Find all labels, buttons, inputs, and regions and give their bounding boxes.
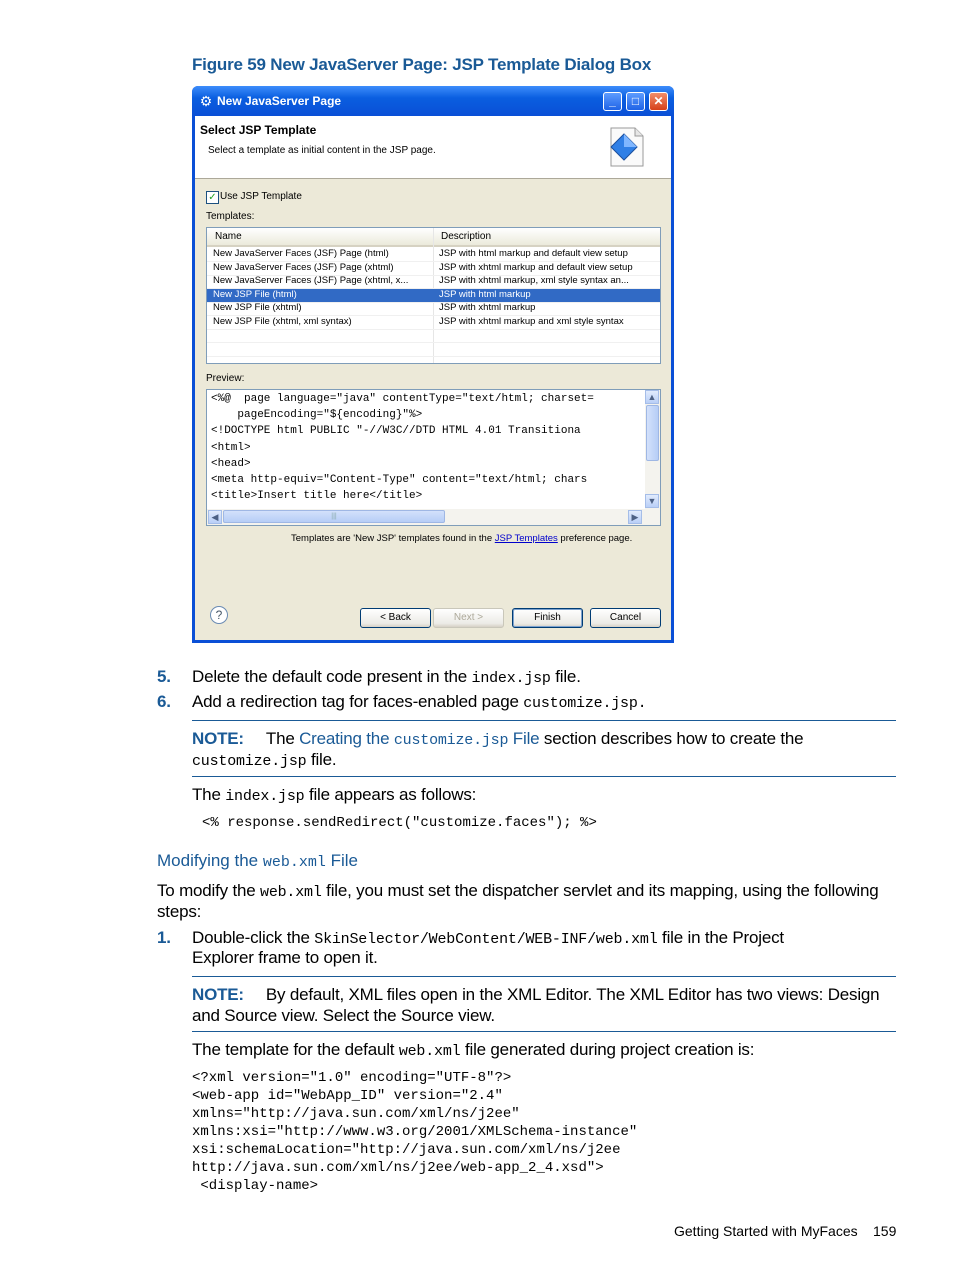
step-text: Add a redirection tag for faces-enabled page customize.jsp. [192, 692, 647, 712]
note-text-line2: customize.jsp file. [192, 750, 337, 770]
table-row[interactable]: New JavaServer Faces (JSF) Page (xhtml, x... JSP with xhtml markup, xml style syntax an... [207, 275, 660, 289]
preview-label: Preview: [206, 373, 245, 384]
template-intro: The template for the default web.xml file generated during project creation is: [192, 1040, 755, 1060]
preview-line: <head> [211, 458, 251, 470]
scroll-down-icon[interactable]: ▼ [645, 494, 659, 508]
preview-line: pageEncoding="${encoding}"%> [211, 409, 423, 421]
note-rule-top [192, 976, 896, 977]
preview-line: <html> [211, 442, 251, 454]
note-text: NOTE: By default, XML files open in the XML Editor. The XML Editor has two views: Design [192, 985, 880, 1004]
step-number: 6. [157, 692, 171, 711]
maximize-button[interactable]: □ [626, 92, 645, 111]
creating-customize-link[interactable]: Creating the customize.jsp File [299, 729, 540, 749]
column-header-description[interactable]: Description [441, 231, 492, 242]
finish-button[interactable]: Finish [512, 608, 583, 628]
templates-label: Templates: [206, 211, 255, 222]
table-row-empty [207, 343, 660, 357]
table-row-selected[interactable]: New JSP File (html) JSP with html markup [207, 289, 660, 303]
page-number: 159 [873, 1223, 897, 1239]
dialog-title: New JavaServer Page [217, 94, 342, 108]
section-heading: Modifying the web.xml File [157, 851, 358, 871]
header-description: Select a template as initial content in the JSP page. [208, 145, 436, 156]
preview-horizontal-scrollbar[interactable] [207, 509, 660, 525]
jsp-wizard-icon [607, 126, 645, 168]
preferences-note: Templates are 'New JSP' templates found in the JSP Templates preference page. [291, 533, 633, 544]
note-text-line2: and Source view. Select the Source view. [192, 1006, 495, 1025]
use-template-checkbox[interactable]: ✓ [206, 191, 219, 204]
preview-line: <%@ page language="java" contentType="text/html; charset= [211, 393, 594, 405]
table-row[interactable]: New JSP File (xhtml, xml syntax) JSP with xhtml markup and xml style syntax [207, 316, 660, 330]
scroll-up-icon[interactable]: ▲ [645, 390, 659, 404]
templates-table[interactable] [206, 227, 661, 364]
preview-line: <meta http-equiv="Content-Type" content="text/html; chars [211, 474, 588, 486]
close-button[interactable]: ✕ [649, 92, 668, 111]
paragraph: To modify the web.xml file, you must set the dispatcher servlet and its mapping, using the following [157, 881, 879, 901]
preview-vertical-scrollbar[interactable] [645, 390, 660, 509]
note-rule-bottom [192, 776, 896, 777]
preview-line: <title>Insert title here</title> [211, 490, 423, 502]
minimize-button[interactable]: _ [603, 92, 622, 111]
jsp-template-dialog [192, 86, 674, 643]
note-text: NOTE: The Creating the customize.jsp File section describes how to create the [192, 729, 804, 749]
table-row[interactable]: New JSP File (xhtml) JSP with xhtml markup [207, 302, 660, 316]
preview-line: <!DOCTYPE html PUBLIC "-//W3C//DTD HTML 4.01 Transitiona [211, 425, 581, 437]
note-rule-bottom [192, 1031, 896, 1032]
note-rule-top [192, 720, 896, 721]
use-template-label: Use JSP Template [220, 191, 302, 202]
table-row-empty [207, 329, 660, 343]
jsp-templates-link[interactable]: JSP Templates [494, 533, 558, 544]
step-text: Delete the default code present in the index.jsp file. [192, 667, 581, 687]
horizontal-scroll-thumb[interactable]: ||| [223, 510, 445, 523]
dialog-header [195, 116, 671, 179]
table-row[interactable]: New JavaServer Faces (JSF) Page (html) JSP with html markup and default view setup [207, 248, 660, 262]
preview-pane[interactable] [206, 389, 661, 526]
step-number: 5. [157, 667, 171, 686]
index-code-block: <% response.sendRedirect("customize.faces"); %> [202, 815, 597, 831]
next-button[interactable]: Next > [433, 608, 504, 628]
column-header-name[interactable]: Name [215, 231, 242, 242]
xml-code-block: <?xml version="1.0" encoding="UTF-8"?> <web-app id="WebApp_ID" version="2.4" xmlns="http://java.sun.com/xml/ns/j2ee" xmlns:xsi="http://www.w3.org/2001/XMLSchema-instance" xsi:schemaLocation="http://java.sun.com/xml/ns/j2ee http://java.sun.com/xml/ns/j2ee/web-app_2_4.xsd"> <display-name> [192, 1070, 638, 1194]
index-intro: The index.jsp file appears as follows: [192, 785, 477, 805]
dialog-titlebar [192, 86, 674, 116]
header-title: Select JSP Template [200, 123, 317, 137]
step-text-line2: Explorer frame to open it. [192, 948, 378, 967]
figure-caption: Figure 59 New JavaServer Page: JSP Template Dialog Box [192, 55, 652, 74]
scroll-right-icon[interactable]: ▶ [628, 510, 642, 524]
scroll-left-icon[interactable]: ◀ [208, 510, 222, 524]
step-text: Double-click the SkinSelector/WebContent/WEB-INF/web.xml file in the Project [192, 928, 784, 948]
cancel-button[interactable]: Cancel [590, 608, 661, 628]
table-row[interactable]: New JavaServer Faces (JSF) Page (xhtml) JSP with xhtml markup and default view setup [207, 262, 660, 276]
step-number: 1. [157, 928, 171, 947]
footer-title: Getting Started with MyFaces [674, 1223, 858, 1239]
eclipse-gear-icon: ⚙ [199, 93, 213, 109]
paragraph-line2: steps: [157, 902, 202, 921]
vertical-scroll-thumb[interactable] [646, 405, 659, 461]
back-button[interactable]: < Back [360, 608, 431, 628]
help-icon[interactable]: ? [210, 606, 228, 624]
dialog-client [195, 116, 671, 640]
